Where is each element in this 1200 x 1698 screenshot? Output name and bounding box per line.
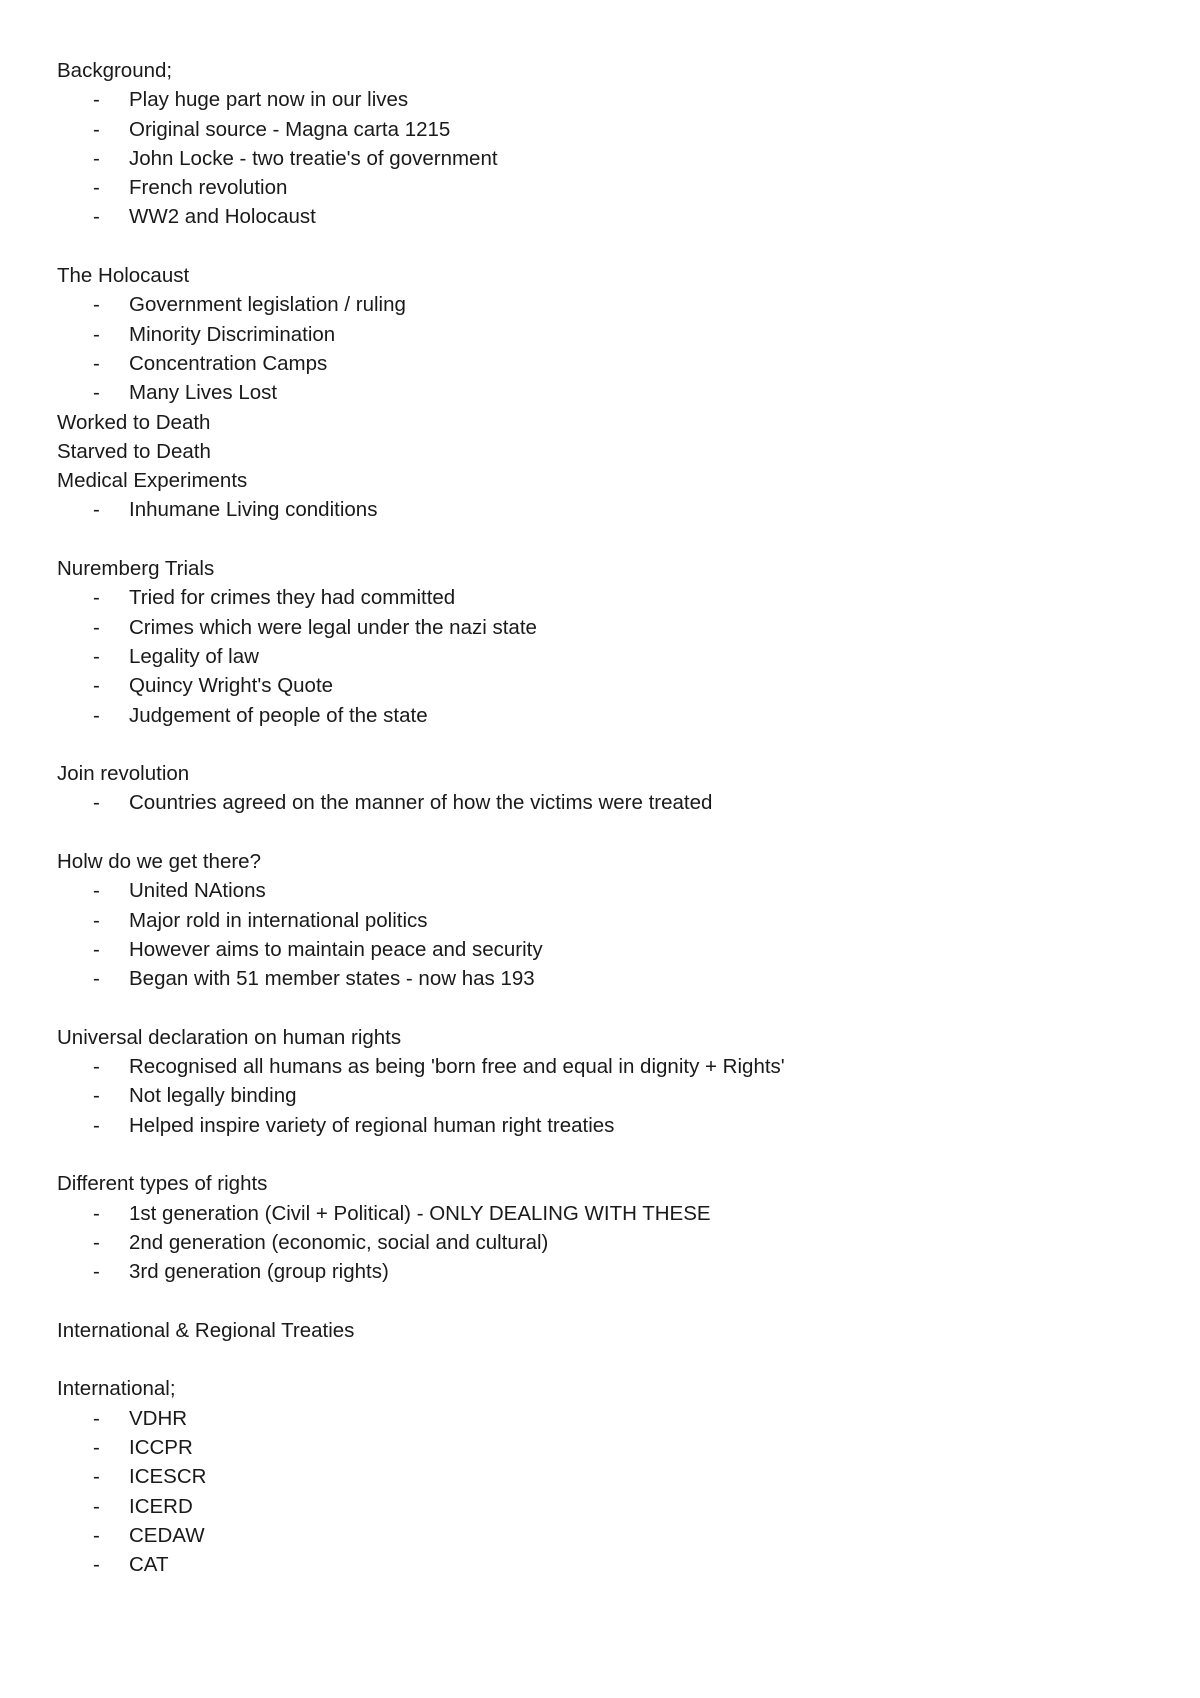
blank-line bbox=[57, 1345, 1137, 1374]
dash-marker: - bbox=[93, 1494, 100, 1518]
blank-line bbox=[57, 818, 1137, 847]
section-line: International & Regional Treaties bbox=[57, 1318, 355, 1342]
bullet-text: Began with 51 member states - now has 193 bbox=[129, 967, 535, 991]
bullet-text: French revolution bbox=[129, 176, 288, 200]
dash-marker: - bbox=[93, 146, 100, 170]
bullet-item bbox=[57, 613, 1137, 642]
blank-line bbox=[57, 1140, 1137, 1169]
bullet-text: 1st generation (Civil + Political) - ONLY DEALING WITH THESE bbox=[129, 1201, 711, 1225]
bullet-text: ICESCR bbox=[129, 1465, 207, 1489]
section-line: Universal declaration on human rights bbox=[57, 1025, 402, 1049]
bullet-text: Concentration Camps bbox=[129, 351, 328, 375]
bullet-text: Countries agreed on the manner of how the victims were treated bbox=[129, 791, 713, 815]
dash-marker: - bbox=[93, 1201, 100, 1225]
bullet-item bbox=[57, 935, 1137, 964]
dash-marker: - bbox=[93, 322, 100, 346]
bullet-item bbox=[57, 1462, 1137, 1491]
bullet-text: Minority Discrimination bbox=[129, 322, 336, 346]
dash-marker: - bbox=[93, 1465, 100, 1489]
dash-marker: - bbox=[93, 1084, 100, 1108]
dash-marker: - bbox=[93, 1553, 100, 1577]
bullet-text: Many Lives Lost bbox=[129, 381, 278, 405]
bullet-text: 3rd generation (group rights) bbox=[129, 1260, 389, 1284]
section-line: Join revolution bbox=[57, 762, 190, 786]
bullet-text: CEDAW bbox=[129, 1523, 205, 1547]
bullet-text: Play huge part now in our lives bbox=[129, 88, 409, 112]
section-line: Starved to Death bbox=[57, 439, 211, 463]
blank-line bbox=[57, 994, 1137, 1023]
bullet-text: Judgement of people of the state bbox=[129, 703, 428, 727]
bullet-text: VDHR bbox=[129, 1406, 188, 1430]
bullet-item bbox=[57, 671, 1137, 700]
bullet-item bbox=[57, 1492, 1137, 1521]
dash-marker: - bbox=[93, 967, 100, 991]
dash-marker: - bbox=[93, 703, 100, 727]
dash-marker: - bbox=[93, 879, 100, 903]
bullet-item bbox=[57, 788, 1137, 817]
bullet-text: Crimes which were legal under the nazi state bbox=[129, 615, 537, 639]
dash-marker: - bbox=[93, 117, 100, 141]
bullet-text: Not legally binding bbox=[129, 1084, 297, 1108]
section-line: Background; bbox=[57, 59, 173, 82]
dash-marker: - bbox=[93, 937, 100, 961]
dash-marker: - bbox=[93, 908, 100, 932]
dash-marker: - bbox=[93, 615, 100, 639]
dash-marker: - bbox=[93, 381, 100, 405]
section-line: The Holocaust bbox=[57, 264, 190, 288]
dash-marker: - bbox=[93, 1406, 100, 1430]
bullet-item bbox=[57, 642, 1137, 671]
dash-marker: - bbox=[93, 1113, 100, 1137]
bullet-text: 2nd generation (economic, social and cultural) bbox=[129, 1230, 549, 1254]
blank-line bbox=[57, 730, 1137, 759]
dash-marker: - bbox=[93, 351, 100, 375]
bullet-item bbox=[57, 1433, 1137, 1462]
bullet-item bbox=[57, 349, 1137, 378]
bullet-item bbox=[57, 173, 1137, 202]
dash-marker: - bbox=[93, 1260, 100, 1284]
dash-marker: - bbox=[93, 644, 100, 668]
bullet-item bbox=[57, 701, 1137, 730]
bullet-text: Quincy Wright's Quote bbox=[129, 674, 334, 698]
dash-marker: - bbox=[93, 88, 100, 112]
bullet-text: John Locke - two treatie's of government bbox=[129, 146, 498, 170]
section-line: Nuremberg Trials bbox=[57, 557, 215, 581]
bullet-text: United NAtions bbox=[129, 879, 266, 903]
dash-marker: - bbox=[93, 176, 100, 200]
bullet-item bbox=[57, 1550, 1137, 1579]
dash-marker: - bbox=[93, 1435, 100, 1459]
bullet-text: ICCPR bbox=[129, 1435, 193, 1459]
bullet-item bbox=[57, 378, 1137, 407]
dash-marker: - bbox=[93, 205, 100, 229]
bullet-text: Government legislation / ruling bbox=[129, 293, 406, 317]
bullet-item bbox=[57, 1111, 1137, 1140]
section-line: Holw do we get there? bbox=[57, 850, 261, 874]
bullet-item bbox=[57, 1257, 1137, 1286]
bullet-text: WW2 and Holocaust bbox=[129, 205, 316, 229]
section-line: Worked to Death bbox=[57, 410, 211, 434]
section-line: Medical Experiments bbox=[57, 469, 248, 493]
bullet-item bbox=[57, 1081, 1137, 1110]
bullet-item bbox=[57, 290, 1137, 319]
bullet-item bbox=[57, 1404, 1137, 1433]
bullet-text: However aims to maintain peace and security bbox=[129, 937, 543, 961]
bullet-text: Tried for crimes they had committed bbox=[129, 586, 456, 610]
dash-marker: - bbox=[93, 791, 100, 815]
dash-marker: - bbox=[93, 293, 100, 317]
bullet-item bbox=[57, 85, 1137, 114]
bullet-text: ICERD bbox=[129, 1494, 193, 1518]
blank-line bbox=[57, 525, 1137, 554]
blank-line bbox=[57, 1286, 1137, 1315]
bullet-item bbox=[57, 1052, 1137, 1081]
bullet-text: CAT bbox=[129, 1553, 169, 1577]
document-body bbox=[57, 56, 1137, 1579]
dash-marker: - bbox=[93, 498, 100, 522]
dash-marker: - bbox=[93, 586, 100, 610]
bullet-item bbox=[57, 1228, 1137, 1257]
bullet-item bbox=[57, 1521, 1137, 1550]
dash-marker: - bbox=[93, 1055, 100, 1079]
bullet-text: Original source - Magna carta 1215 bbox=[129, 117, 451, 141]
bullet-item bbox=[57, 906, 1137, 935]
dash-marker: - bbox=[93, 1523, 100, 1547]
bullet-item bbox=[57, 202, 1137, 231]
bullet-item bbox=[57, 964, 1137, 993]
section-line: International; bbox=[57, 1377, 176, 1401]
section-line: Different types of rights bbox=[57, 1172, 268, 1196]
blank-line bbox=[57, 232, 1137, 261]
bullet-item bbox=[57, 876, 1137, 905]
bullet-text: Legality of law bbox=[129, 644, 259, 668]
bullet-text: Recognised all humans as being 'born free and equal in dignity + Rights' bbox=[129, 1055, 785, 1079]
bullet-item bbox=[57, 1199, 1137, 1228]
bullet-item bbox=[57, 583, 1137, 612]
bullet-item bbox=[57, 144, 1137, 173]
dash-marker: - bbox=[93, 1230, 100, 1254]
bullet-text: Helped inspire variety of regional human right treaties bbox=[129, 1113, 615, 1137]
bullet-item bbox=[57, 495, 1137, 524]
bullet-item bbox=[57, 320, 1137, 349]
bullet-text: Major rold in international politics bbox=[129, 908, 428, 932]
bullet-text: Inhumane Living conditions bbox=[129, 498, 378, 522]
dash-marker: - bbox=[93, 674, 100, 698]
bullet-item bbox=[57, 115, 1137, 144]
